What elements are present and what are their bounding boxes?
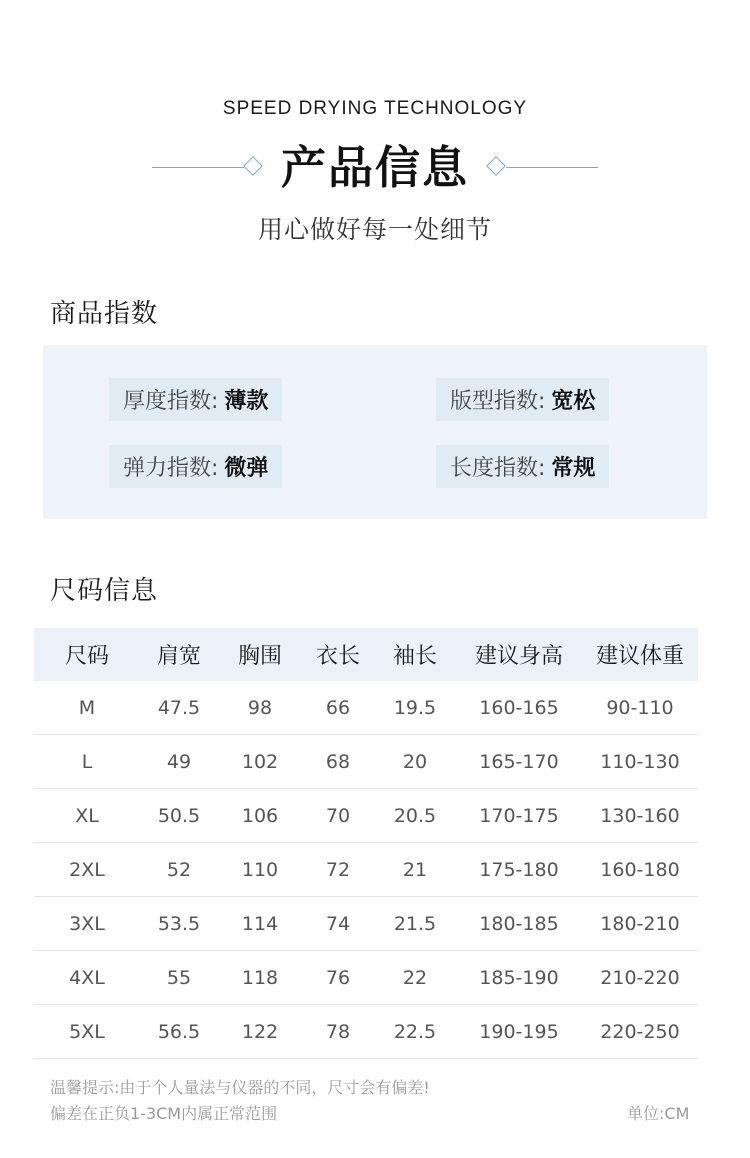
table-row <box>34 897 698 951</box>
table-cell: XL <box>75 804 99 827</box>
index-panel <box>43 345 707 519</box>
table-cell: 56.5 <box>157 1020 201 1043</box>
note-line-1: 温馨提示:由于个人量法与仪器的不同，尺寸会有偏差! <box>50 1078 430 1097</box>
column-header-chest: 胸围 <box>237 644 282 669</box>
table-cell: 122 <box>241 1020 279 1043</box>
size-section-heading: 尺码信息 <box>50 576 159 606</box>
table-cell: 130-160 <box>600 804 680 827</box>
table-cell: 118 <box>241 966 279 989</box>
table-cell: 102 <box>241 750 279 773</box>
index-section-heading: 商品指数 <box>50 299 159 329</box>
unit-label: 单位:CM <box>627 1104 690 1123</box>
table-cell: 19.5 <box>393 696 437 719</box>
table-header <box>34 628 698 681</box>
table-cell: 90-110 <box>606 696 674 719</box>
index-label: 弹力指数: <box>123 456 219 481</box>
table-cell: 50.5 <box>157 804 201 827</box>
table-cell: 21.5 <box>393 912 437 935</box>
table-cell: 170-175 <box>479 804 559 827</box>
table-cell: 22.5 <box>393 1020 437 1043</box>
column-header-length: 衣长 <box>315 644 360 669</box>
table-cell: 4XL <box>69 966 105 989</box>
table-cell: 52 <box>166 858 192 881</box>
index-label: 版型指数: <box>450 389 546 414</box>
column-header-size: 尺码 <box>64 644 109 669</box>
table-cell: 185-190 <box>479 966 559 989</box>
table-cell: 20 <box>402 750 428 773</box>
table-cell: 76 <box>325 966 351 989</box>
table-cell: 49 <box>166 750 192 773</box>
table-cell: 68 <box>325 750 351 773</box>
decorative-line-right <box>506 167 598 168</box>
table-cell: 74 <box>325 912 351 935</box>
table-row <box>34 951 698 1005</box>
index-label: 厚度指数: <box>123 389 219 414</box>
table-cell: 114 <box>241 912 279 935</box>
table-cell: 47.5 <box>157 696 201 719</box>
table-cell: 78 <box>325 1020 351 1043</box>
table-cell: 110 <box>241 858 279 881</box>
table-cell: 180-185 <box>479 912 559 935</box>
index-item-fit <box>436 378 609 421</box>
table-cell: 53.5 <box>157 912 201 935</box>
index-item-length <box>436 445 609 488</box>
page-title: 产品信息 <box>280 141 469 194</box>
column-header-height: 建议身高 <box>474 644 563 669</box>
table-cell: 210-220 <box>600 966 680 989</box>
table-row <box>34 735 698 789</box>
table-cell: 55 <box>166 966 192 989</box>
title-row <box>0 140 750 196</box>
table-row <box>34 789 698 843</box>
size-table <box>34 628 698 1059</box>
table-cell: 2XL <box>69 858 105 881</box>
eyebrow-text: SPEED DRYING TECHNOLOGY <box>222 98 528 119</box>
table-cell: 3XL <box>69 912 105 935</box>
column-header-sleeve: 袖长 <box>392 644 437 669</box>
table-cell: 190-195 <box>479 1020 559 1043</box>
note-line-2: 偏差在正负1-3CM内属正常范围 <box>50 1104 278 1123</box>
table-cell: 175-180 <box>479 858 559 881</box>
table-cell: 72 <box>325 858 351 881</box>
index-value: 薄款 <box>224 389 269 414</box>
table-cell: 160-180 <box>600 858 680 881</box>
table-cell: 165-170 <box>479 750 559 773</box>
column-header-shoulder: 肩宽 <box>156 644 201 669</box>
page-subtitle: 用心做好每一处细节 <box>257 215 492 244</box>
table-cell: 70 <box>325 804 351 827</box>
table-cell: 22 <box>402 966 428 989</box>
index-item-elasticity <box>109 445 282 488</box>
index-value: 宽松 <box>551 389 596 414</box>
table-cell: 160-165 <box>479 696 559 719</box>
table-cell: 110-130 <box>600 750 680 773</box>
table-cell: 98 <box>247 696 273 719</box>
table-cell: 106 <box>241 804 279 827</box>
table-row <box>34 1005 698 1059</box>
column-header-weight: 建议体重 <box>595 644 684 669</box>
table-row <box>34 843 698 897</box>
table-row <box>34 681 698 735</box>
table-cell: 5XL <box>69 1020 105 1043</box>
index-value: 微弹 <box>224 456 269 481</box>
index-value: 常规 <box>551 456 596 481</box>
table-cell: 220-250 <box>600 1020 680 1043</box>
table-cell: 180-210 <box>600 912 680 935</box>
table-cell: 20.5 <box>393 804 437 827</box>
table-cell: M <box>78 696 96 719</box>
index-item-thickness <box>109 378 282 421</box>
table-cell: 21 <box>402 858 428 881</box>
table-cell: 66 <box>325 696 351 719</box>
table-cell: L <box>81 750 93 773</box>
index-label: 长度指数: <box>450 456 546 481</box>
